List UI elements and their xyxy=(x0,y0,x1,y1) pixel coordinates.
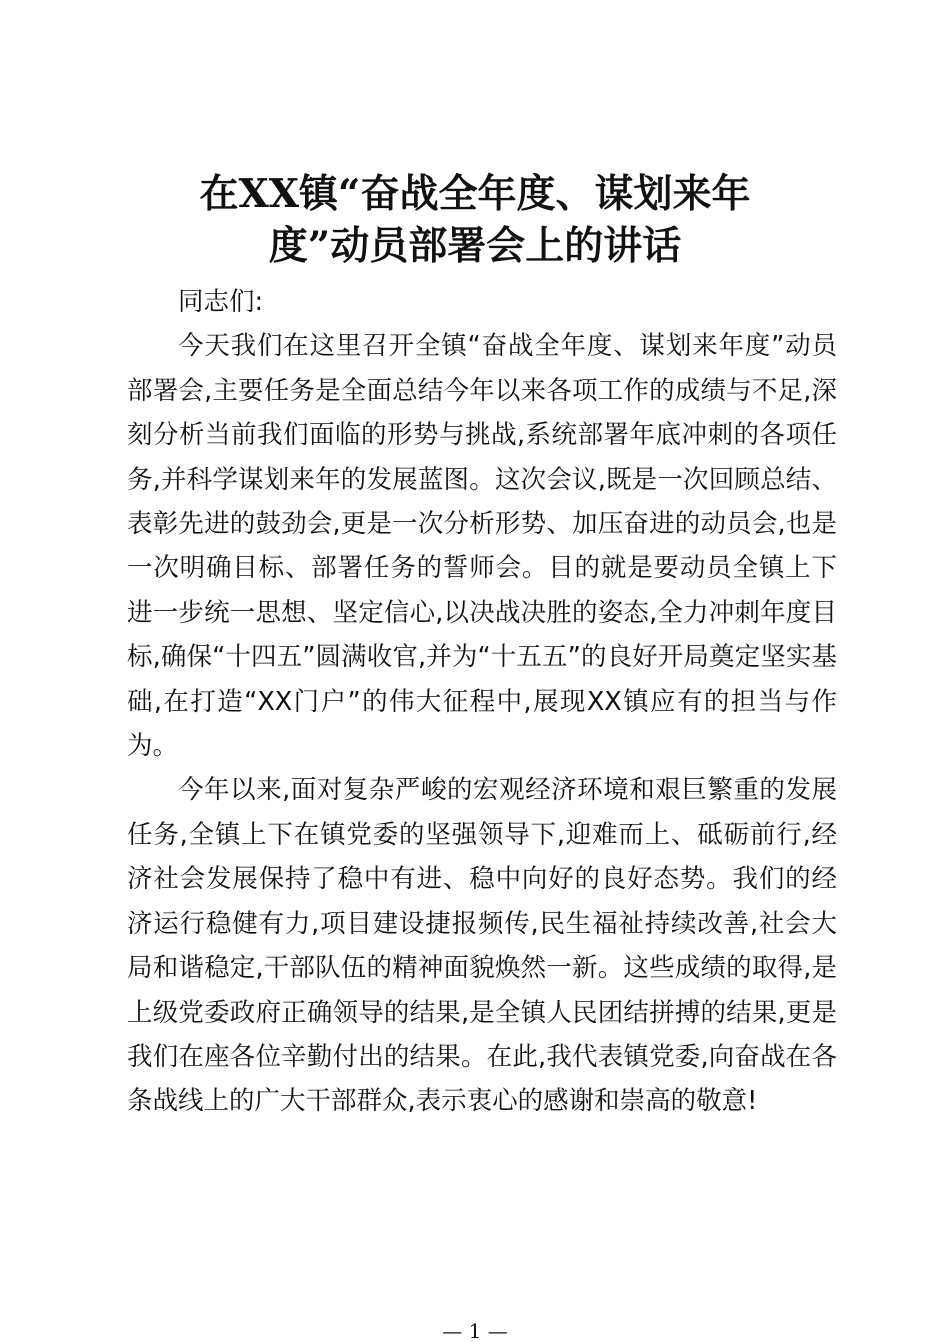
page-number: — 1 — xyxy=(442,1319,508,1343)
title-line-2: 度”动员部署会上的讲话 xyxy=(268,223,682,269)
document-title xyxy=(100,168,850,272)
paragraph-1: 今天我们在这里召开全镇“奋战全年度、谋划来年度”动员部署会,主要任务是全面总结今年以来各项工作的成绩与不足,深刻分析当前我们面临的形势与挑战,系统部署年底冲刺的各项任务,并科学谋划来年的发展蓝图。这次会议,既是一次回顾总结、表彰先进的鼓劲会,更是一次分析形势、加压奋进的动员会,也是一次明确目标、部署任务的誓师会。目的就是要动员全镇上下进一步统一思想、坚定信心,以决战决胜的姿态,全力冲刺年度目标,确保“十四五”圆满收官,并为“十五五”的良好开局奠定坚实基础,在打造“XX门户”的伟大征程中,展现XX镇应有的担当与作为。 xyxy=(127,331,837,762)
paragraph-2: 今年以来,面对复杂严峻的宏观经济环境和艰巨繁重的发展任务,全镇上下在镇党委的坚强领导下,迎难而上、砥砺前行,经济社会发展保持了稳中有进、稳中向好的良好态势。我们的经济运行稳健有力,项目建设捷报频传,民生福祉持续改善,社会大局和谐稳定,干部队伍的精神面貌焕然一新。这些成绩的取得,是上级党委政府正确领导的结果,是全镇人民团结拼搏的结果,更是我们在座各位辛勤付出的结果。在此,我代表镇党委,向奋战在各条战线上的广大干部群众,表示衷心的感谢和崇高的敬意! xyxy=(127,775,837,1117)
salutation: 同志们: xyxy=(178,287,264,317)
title-line-1: 在XX镇“奋战全年度、谋划来年 xyxy=(199,171,751,217)
document-body xyxy=(127,280,837,1124)
